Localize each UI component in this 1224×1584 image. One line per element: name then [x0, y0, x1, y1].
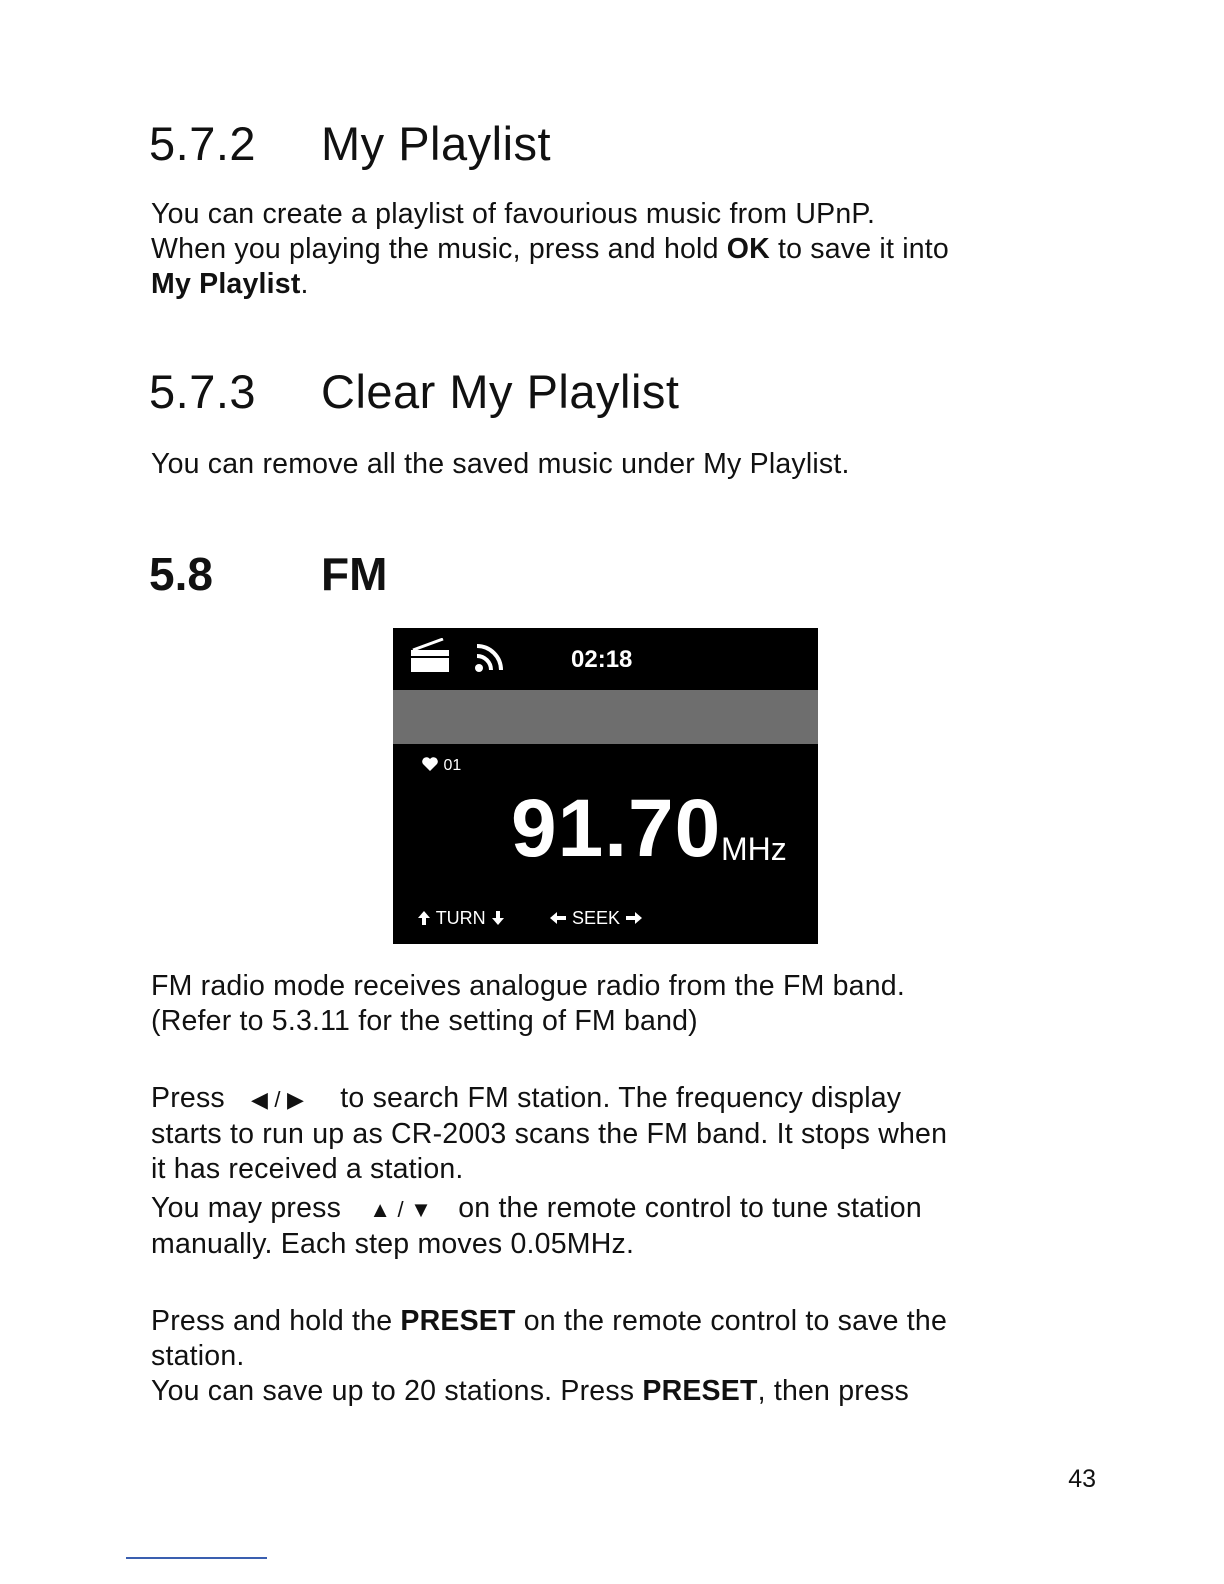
paragraph-fm-intro: [151, 969, 905, 1039]
text-line: it has received a station.: [151, 1153, 464, 1185]
bold-key-preset: PRESET: [642, 1375, 758, 1407]
text-span: Press: [151, 1082, 225, 1114]
text-span: Press and hold the: [151, 1305, 401, 1337]
frequency-value: 91.70: [511, 783, 722, 874]
text-line: [151, 1304, 947, 1339]
section-heading-5-8: [149, 548, 388, 600]
text-span: to save it into: [769, 233, 949, 265]
text-line: starts to run up as CR-2003 scans the FM band. It stops when: [151, 1118, 948, 1150]
paragraph-my-playlist: [151, 197, 949, 302]
text-line: [151, 232, 949, 267]
turn-label: TURN: [435, 908, 486, 928]
frequency-unit: MHz: [721, 831, 787, 867]
section-title: My Playlist: [321, 117, 552, 170]
left-right-arrows-icon: ◀ / ▶: [250, 1087, 305, 1112]
arrow-up-icon: [417, 910, 431, 926]
paragraph-clear-playlist: [151, 447, 850, 482]
text-span: on the remote control to save the: [515, 1305, 948, 1337]
text-line: [151, 1191, 947, 1227]
footer-rule: [126, 1557, 267, 1559]
arrow-right-icon: [625, 911, 643, 925]
section-number: 5.8: [149, 548, 213, 600]
text-span: to search FM station. The frequency display: [340, 1082, 902, 1114]
clock-time: 02:18: [571, 646, 633, 673]
turn-hint: [417, 908, 505, 929]
arrow-down-icon: [491, 910, 505, 926]
text-line: You can create a playlist of favourious music from UPnP.: [151, 198, 876, 230]
section-title: Clear My Playlist: [321, 365, 680, 418]
text-span: .: [300, 268, 309, 300]
paragraph-search: [151, 1081, 947, 1262]
section-heading-5-7-2: [149, 117, 552, 170]
section-title: FM: [321, 548, 388, 600]
page-number: 43: [1068, 1465, 1096, 1493]
preset-indicator: [421, 756, 461, 775]
bold-key-ok: OK: [726, 233, 770, 265]
seek-label: SEEK: [572, 908, 621, 928]
text-span: You may press: [151, 1192, 342, 1224]
section-number: 5.7.3: [149, 365, 257, 418]
heart-icon: [421, 756, 439, 772]
text-line: FM radio mode receives analogue radio from the FM band.: [151, 970, 905, 1002]
bold-my-playlist: My Playlist: [151, 268, 301, 300]
text-line: [151, 267, 949, 302]
text-line: [151, 1374, 947, 1409]
fm-radio-screen: [393, 628, 818, 944]
text-span: When you playing the music, press and hold: [151, 233, 727, 265]
paragraph-preset: [151, 1304, 947, 1409]
text-span: , then press: [757, 1375, 909, 1407]
text-line: You can remove all the saved music under My Playlist.: [151, 448, 850, 480]
wifi-signal-icon: [473, 640, 507, 674]
radio-icon: [409, 638, 451, 674]
text-line: (Refer to 5.3.11 for the setting of FM band): [151, 1005, 698, 1037]
text-line: [151, 1081, 947, 1117]
arrow-left-icon: [549, 911, 567, 925]
up-down-arrows-icon: ▲ / ▼: [369, 1197, 433, 1222]
section-number: 5.7.2: [149, 117, 257, 170]
text-span: on the remote control to tune station: [458, 1192, 922, 1224]
preset-number: 01: [443, 757, 462, 774]
text-line: manually. Each step moves 0.05MHz.: [151, 1228, 635, 1260]
text-line: station.: [151, 1340, 245, 1372]
seek-hint: [549, 908, 643, 929]
station-name-bar: [393, 690, 818, 744]
bold-key-preset: PRESET: [400, 1305, 516, 1337]
text-span: You can save up to 20 stations. Press: [151, 1375, 643, 1407]
section-heading-5-7-3: [149, 365, 680, 418]
screen-status-bar: [393, 628, 818, 690]
